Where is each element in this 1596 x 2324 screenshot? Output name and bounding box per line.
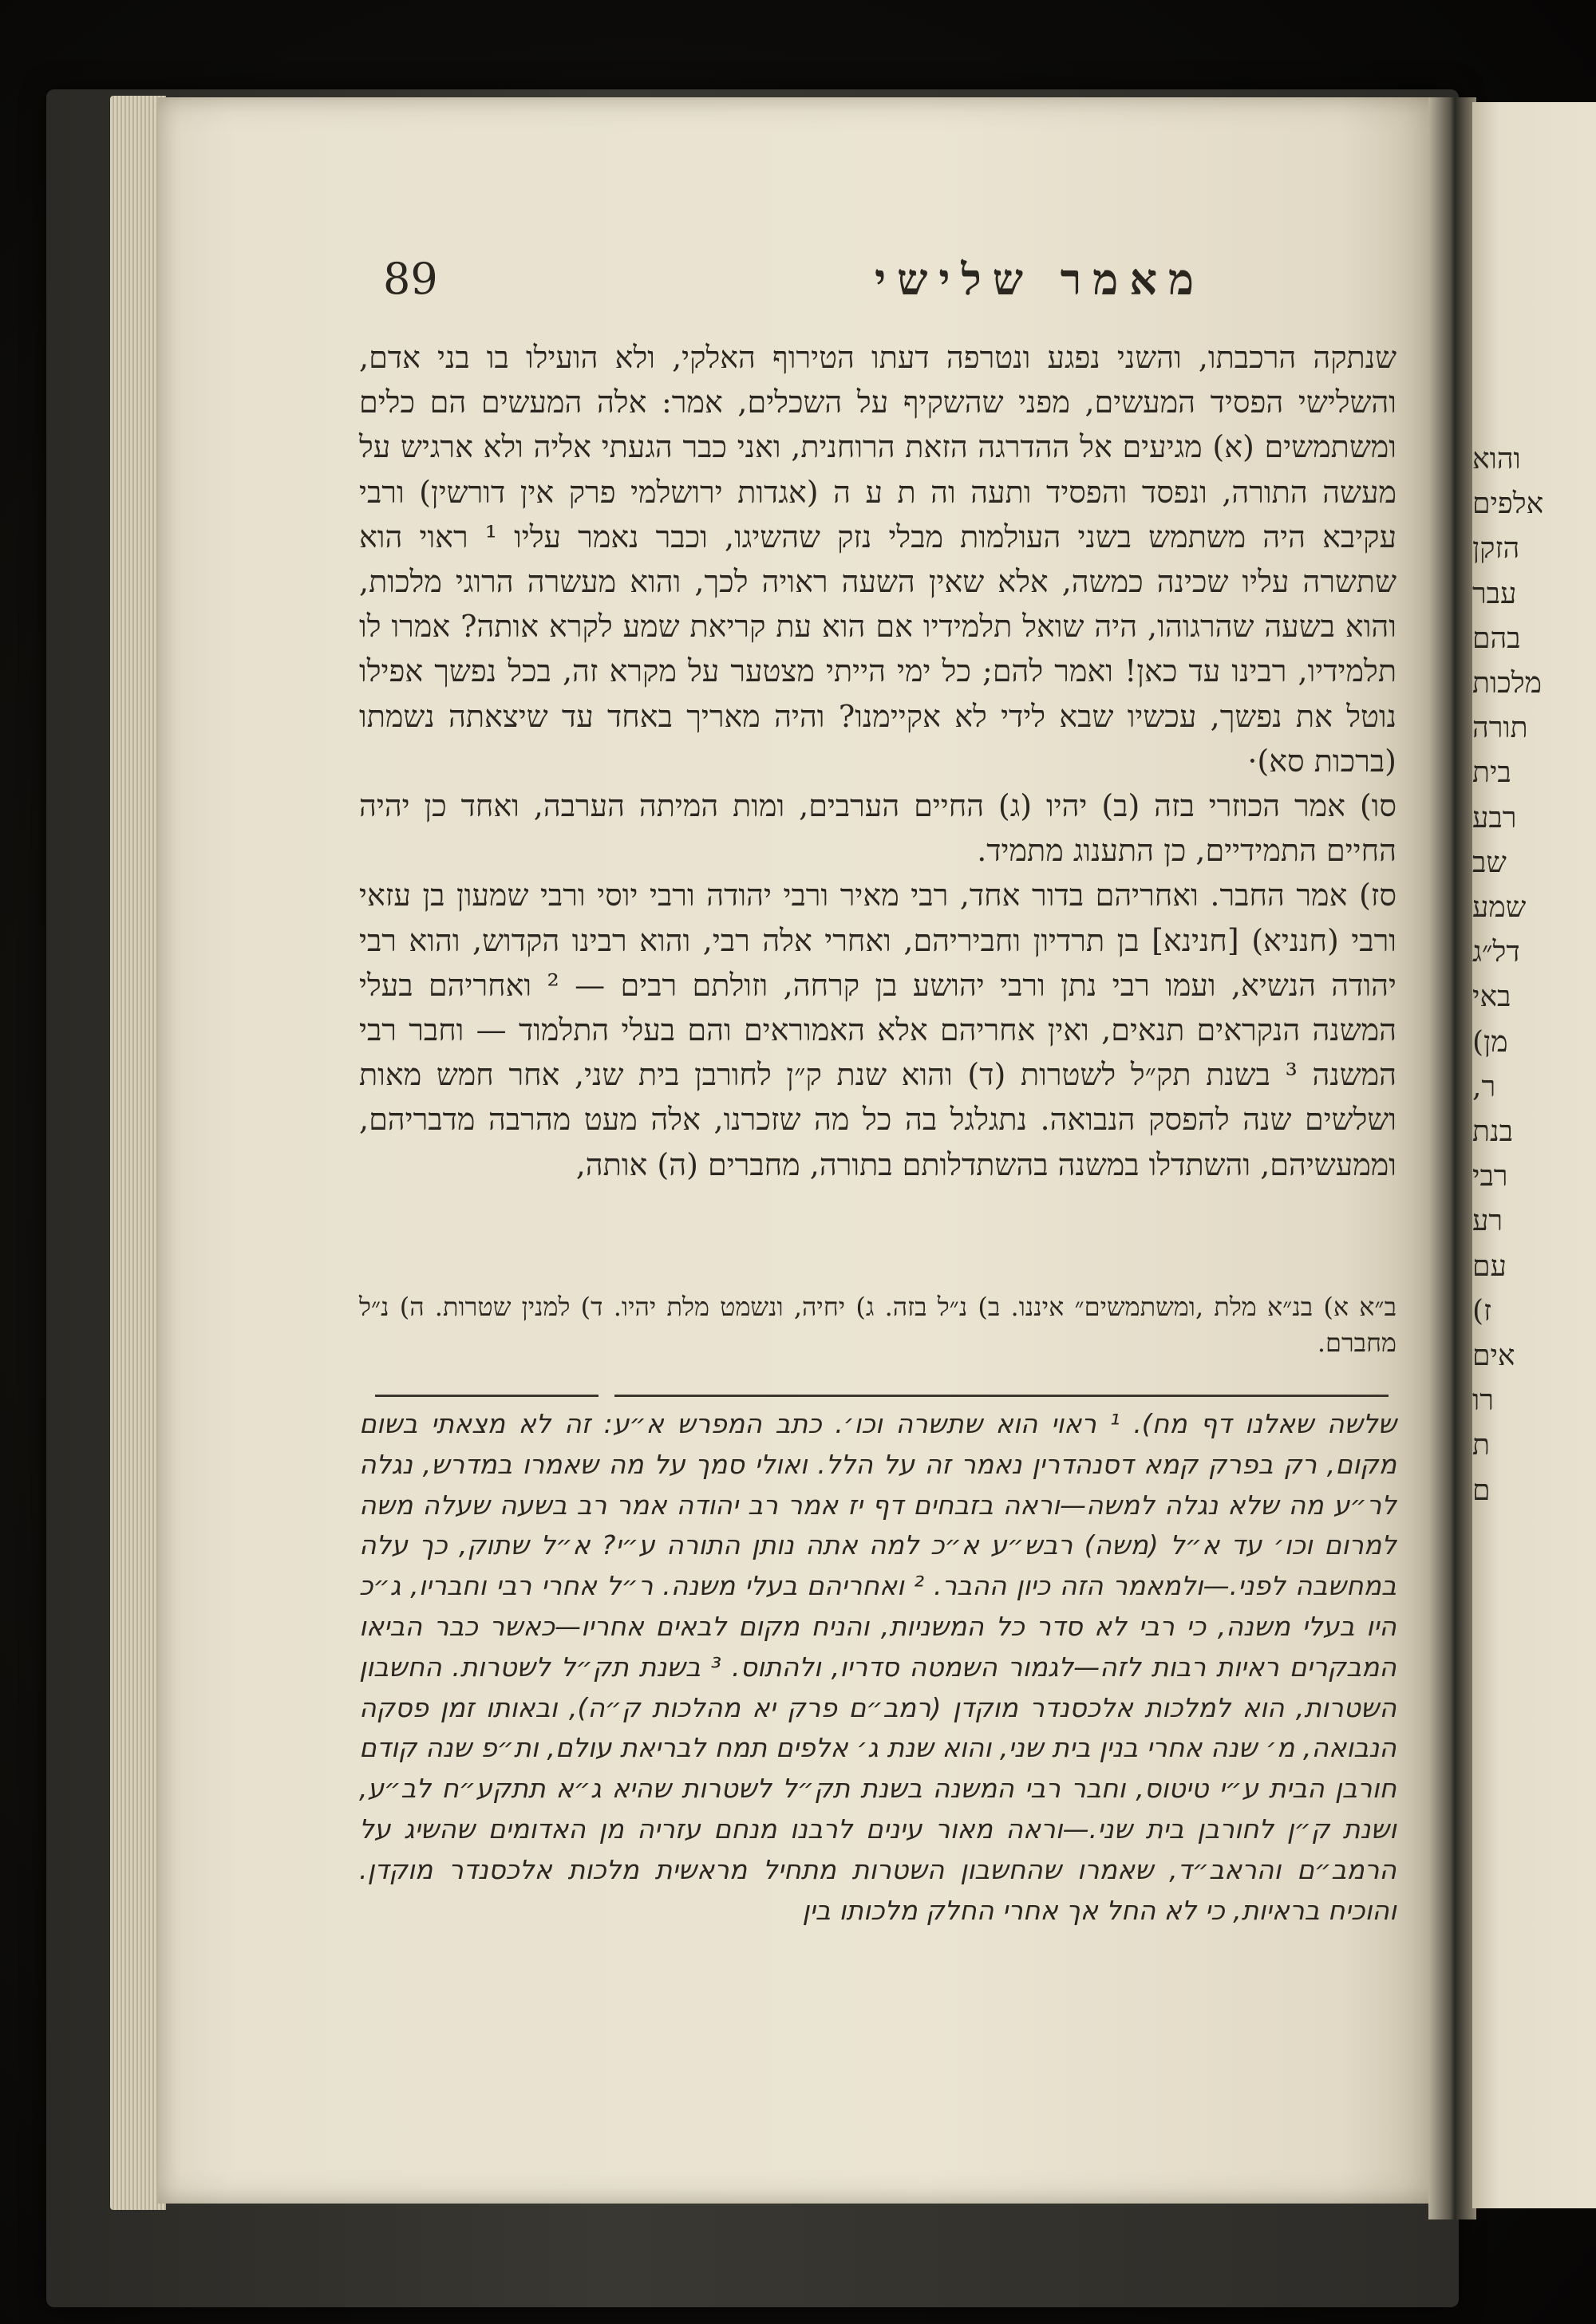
facing-page-line: אים <box>1472 1340 1515 1373</box>
facing-page-line: מן) <box>1472 1025 1508 1059</box>
footnote-rule-right <box>614 1395 1389 1397</box>
paragraph: סו) אמר הכוזרי בזה (ב) יהיו (ג) החיים הערבים, ומות המיתה הערבה, ואחד כן יהיה החיים התמידיים, כן התענוג מתמיד. <box>359 788 1396 869</box>
variant-notes: ב״א א) בנ״א מלת ,ומשתמשים״ איננו. ב) נ״ל בזה. ג) יחיה, ונשמט מלת יהיו. ד) למנין שטרות. ה) נ״ל מחברם. <box>359 1292 1396 1358</box>
facing-page-line: רבי <box>1472 1160 1508 1194</box>
facing-page-line: ם <box>1472 1474 1491 1507</box>
facing-page-line: בנת <box>1472 1115 1514 1149</box>
facing-page-line: בית <box>1472 756 1511 790</box>
facing-page-line: מלכות <box>1472 667 1542 700</box>
facing-page-line: שמע <box>1472 891 1527 925</box>
facing-page-line: ת <box>1472 1429 1490 1462</box>
book-gutter <box>1428 97 1476 2219</box>
footnote-rule-left <box>375 1395 598 1397</box>
facing-page-line: עם <box>1472 1249 1507 1283</box>
paragraph: שנתקה הרכבתו, והשני נפגע ונטרפה דעתו הטירוף האלקי, ולא הועילו בו בני אדם, והשלישי הפסיד המעשים, מפני שהשקיף על השכלים, אמר: אלה המעשים הם כלים ומשתמשים (א) מגיעים אל ההדרגה הזאת הרוחנית, ואני כבר הגעתי אליה ולא ארגיש על מעשה התורה, ונפסד והפסיד ותעה וה ת ע ה (אגדות ירושלמי פרק אין דורשין) ורבי עקיבא היה משתמש בשני העולמות מבלי נזק שהשיגו, וכבר נאמר עליו ¹ ראוי הוא שתשרה עליו שכינה כמשה, אלא שאין השעה ראויה לכך, והוא מעשרה הרוגי מלכות, והוא בשעה שהרגוהו, היה שואל תלמידיו אם הוא עת קריאת שמע לקרא אותה? אמרו לו תלמידיו, רבינו עד כאן! ואמר להם; כל ימי הייתי מצטער על מקרא זה, בכל נפשך אפילו נוטל את נפשך, עכשיו שבא לידי לא אקיימנו? והיה מאריך באחד עד שיצאתה נשמתו (ברכות סא)· <box>359 340 1396 779</box>
facing-page <box>1472 102 1596 2208</box>
facing-page-line: רו <box>1472 1384 1494 1418</box>
commentary-footnotes: שלשה שאלנו דף מח). ¹ ראוי הוא שתשרה וכו׳. כתב המפרש א״ע: זה לא מצאתי בשום מקום, רק בפרק קמא דסנהדרין נאמר זה על הלל. ואולי סמך על מה שאמרו במדרש, נגלה לר״ע מה שלא נגלה למשה—וראה בזבחים דף יז אמר רב יהודה אמר רב בשעה שעלה משה למרום וכו׳ עד א״ל (משה) רבש״ע א״כ למה אתה נותן התורה ע״י? א״ל שתוק, כך עלה במחשבה לפני.—ולמאמר הזה כיון ההבר. ² ואחריהם בעלי משנה. ר״ל אחרי רבי וחבריו, ג״כ היו בעלי משנה, כי רבי לא סדר כל המשניות, והניח מקום לבאים אחריו—כאשר כבר הביאו המבקרים ראיות רבות לזה—לגמור השמטה סדריו, ולהתוס. ³ בשנת תק״ל לשטרות. החשבון השטרות, הוא למלכות אלכסנדר מוקדן (רמב״ם פרק יא מהלכות ק״ה), ובאותו זמן פסקה הנבואה, מ׳ שנה אחרי בנין בית שני, והוא שנת ג׳ אלפים תמח לבריאת עולם, ות״פ שנה קודם חורבן הבית ע״י טיטוס, וחבר רבי המשנה בשנת תק״ל לשטרות שהיא ג״א תתקע״ח לב״ע, ושנת ק״ן לחורבן בית שני.—וראה מאור עינים לרבנו מנחם עזריה מן האדומים שהשיג על הרמב״ם והראב״ד, שאמרו שהחשבון השטרות מתחיל מראשית מלכות אלכסנדר מוקדן. והוכיח בראיות, כי לא החל אך אחרי החלק מלכותו בין <box>359 1408 1396 1926</box>
facing-page-line: אלפים <box>1472 487 1544 521</box>
facing-page-line: בהם <box>1472 621 1521 655</box>
facing-page-line: תורה <box>1472 712 1528 745</box>
facing-page-line: ר, <box>1472 1070 1496 1103</box>
page-header <box>383 254 1205 310</box>
facing-page-line: הזקן <box>1472 532 1520 566</box>
facing-page-line: רבע <box>1472 801 1517 835</box>
main-text <box>359 335 1396 1187</box>
facing-page-line: רע <box>1472 1205 1503 1238</box>
facing-page-line: ז) <box>1472 1294 1492 1328</box>
running-title: מאמר שלישי <box>874 254 1205 305</box>
facing-page-text <box>1472 437 1596 1513</box>
facing-page-line: עבר <box>1472 577 1517 610</box>
facing-page-line: באי <box>1472 980 1511 1014</box>
page-number: 89 <box>383 254 438 304</box>
paragraph: סז) אמר החבר. ואחריהם בדור אחד, רבי מאיר ורבי יהודה ורבי יוסי ורבי שמעון בן עזאי ורבי (חנניא) [חנינא] בן תרדיון וחביריהם, ואחרי אלה רבי, והוא רבינו הקדוש, והוא רבי יהודה הנשיא, ועמו רבי נתן ורבי יהושע בן קרחה, וזולתם רבים — ² ואחריהם בעלי המשנה הנקראים תנאים, ואין אחריהם אלא האמוראים והם בעלי התלמוד — וחבר רבי המשנה ³ בשנת תק״ל לשטרות (ד) והוא שנת ק״ן לחורבן בית שני, אחר חמש מאות ושלשים שנה להפסק הנבואה. נתגלגל בה כל מה שזכרנו, אלה מעט מהרבה מדבריהם, וממעשיהם, והשתדלו במשנה בהשתדלותם בתורה, מחברים (ה) אותה, <box>359 878 1396 1182</box>
facing-page-line: דל״ג <box>1472 936 1520 969</box>
facing-page-line: והוא <box>1472 443 1521 475</box>
facing-page-line: שב <box>1472 846 1507 879</box>
